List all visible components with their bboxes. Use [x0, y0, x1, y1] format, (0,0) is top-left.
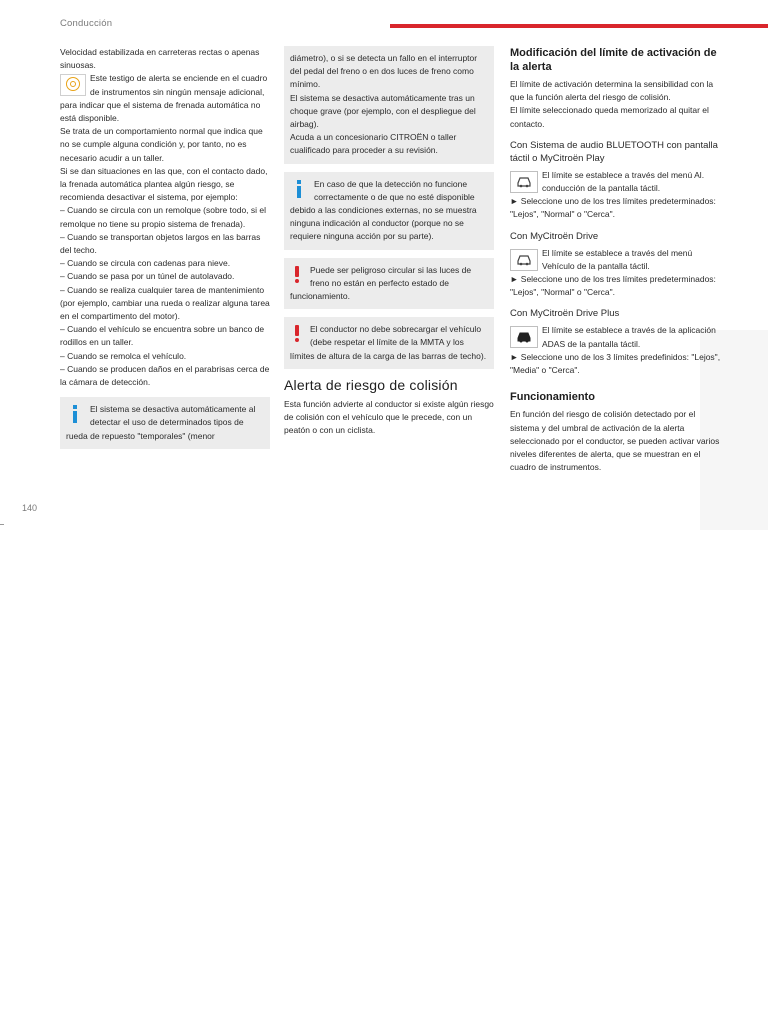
section-title: Conducción	[60, 18, 113, 29]
car-filled-icon	[510, 326, 538, 348]
operation-text: En función del riesgo de colisión detectado por el sistema y del umbral de activación de la alerta seleccionado por el conductor, se pueden activar varios niveles diferentes de alerta, que se muestran en el cuadro de instrumentos.	[510, 409, 720, 473]
situations-intro: Si se dan situaciones en las que, con el contacto dado, la frenada automática plantea algún riesgo, se recomienda desactivar el sistema, por ejemplo:	[60, 165, 268, 203]
list-item: – Cuando se transportan objetos largos en las barras del techo.	[60, 231, 261, 256]
list-item: – Cuando se producen daños en el parabrisas cerca de la cámara de detección.	[60, 363, 270, 388]
info-icon	[66, 403, 84, 425]
info-box-text: El sistema se desactiva automáticamente al detectar el uso de determinados tipos de rueda de repuesto "temporales" (menor	[66, 404, 256, 441]
accent-bar	[390, 24, 768, 28]
warning-box-overload	[284, 317, 494, 369]
drive-plus-instruction	[510, 324, 722, 350]
car-outline-icon	[510, 249, 538, 271]
info-box-continued: diámetro), o si se detecta un fallo en el interruptor del pedal del freno o en dos luces de freno como mínimo. El sistema se desactiva automáticamente tras un choque grave (por ejemplo, con el despliegue del airbag). Acuda a un concesionario CITROËN o taller cualificado para proceder a su revisión.	[284, 46, 494, 164]
info-box-detection	[284, 172, 494, 250]
exclamation-icon	[290, 323, 304, 345]
collision-alert-description: Esta función advierte al conductor si existe algún riesgo de colisión con el vehículo que le precede, con un peatón o con un ciclista.	[284, 399, 494, 436]
list-item: – Cuando se circula con cadenas para nieve.	[60, 258, 231, 269]
drive-instruction	[510, 247, 722, 273]
list-item: – Cuando se remolca el vehículo.	[60, 350, 187, 361]
collision-alert-heading: Alerta de riesgo de colisión	[284, 376, 458, 393]
intro-text: Velocidad estabilizada en carreteras rectas o apenas sinuosas.	[60, 47, 260, 71]
exclamation-icon	[290, 264, 304, 286]
info-detection-text: En caso de que la detección no funcione correctamente o de que no esté disponible debido a las condiciones externas, no se muestra ninguna indicación al conductor (porque no se requiere ninguna acción por su parte).	[290, 178, 477, 242]
list-item: – Cuando se realiza cualquier tarea de mantenimiento (por ejemplo, cambiar una rueda o realizar alguna tarea en el compartimento del motor).	[60, 284, 270, 322]
drive-text: El límite se establece a través del menú Vehículo de la pantalla táctil.	[542, 247, 693, 271]
page-number: 140	[22, 503, 38, 513]
warning-lamp-text: Este testigo de alerta se enciende en el cuadro de instrumentos sin ningún mensaje adicional, para indicar que el sistema de frenada automática no está disponible.	[60, 73, 268, 124]
crop-mark	[0, 524, 4, 525]
column-1	[60, 46, 270, 449]
list-item: – Cuando se circula con un remolque (sobre todo, si el remolque no tiene su propio sistema de frenada).	[60, 205, 267, 229]
drive-plus-text: El límite se establece a través de la aplicación ADAS de la pantalla táctil.	[542, 325, 716, 349]
warning-brake-text: Puede ser peligroso circular si las luces de freno no están en perfecto estado de funcionamiento.	[290, 264, 472, 302]
bluetooth-step: ► Seleccione uno de los tres límites predeterminados: "Lejos", "Normal" o "Cerca".	[510, 196, 716, 220]
list-item: – Cuando el vehículo se encuentra sobre un banco de rodillos en un taller.	[60, 324, 265, 348]
drive-step: ► Seleccione uno de los tres límites predeterminados: "Lejos", "Normal" o "Cerca".	[510, 274, 716, 298]
threshold-paragraph-2: El límite seleccionado queda memorizado al quitar el contacto.	[510, 105, 709, 129]
list-item: – Cuando se pasa por un túnel de autolavado.	[60, 271, 235, 282]
brake-warning-icon	[60, 74, 86, 96]
info-icon	[290, 178, 308, 200]
column-2	[284, 46, 494, 438]
warning-box-brake-lights	[284, 258, 494, 310]
column-3	[510, 46, 722, 474]
threshold-paragraph-1: El límite de activación determina la sensibilidad con la que la función alerta del riesgo de colisión.	[510, 79, 714, 103]
threshold-heading: Modificación del límite de activación de la alerta	[510, 47, 717, 73]
subheading-drive-plus: Con MyCitroën Drive Plus	[510, 308, 620, 320]
bluetooth-instruction	[510, 169, 722, 195]
drive-plus-step: ► Seleccione uno de los 3 límites predefinidos: "Lejos", "Media" o "Cerca".	[510, 351, 721, 376]
warning-overload-text: El conductor no debe sobrecargar el vehículo (debe respetar el límite de la MMTA y los límites de altura de la carga de las barras de techo).	[290, 324, 487, 361]
subheading-bluetooth: Con Sistema de audio BLUETOOTH con pantalla táctil o MyCitroën Play	[510, 139, 718, 164]
warning-lamp-paragraph	[60, 72, 270, 125]
car-outline-icon	[510, 171, 538, 193]
bluetooth-text: El límite se establece a través del menú Al. conducción de la pantalla táctil.	[542, 169, 705, 194]
subheading-drive: Con MyCitroën Drive	[510, 230, 599, 242]
operation-heading: Funcionamiento	[510, 391, 595, 404]
normal-behavior-text: Se trata de un comportamiento normal que indica que no se cumple alguna condición y, por tanto, no es necesario acudir a un taller.	[60, 126, 263, 163]
info-box-spare-wheel	[60, 397, 270, 449]
